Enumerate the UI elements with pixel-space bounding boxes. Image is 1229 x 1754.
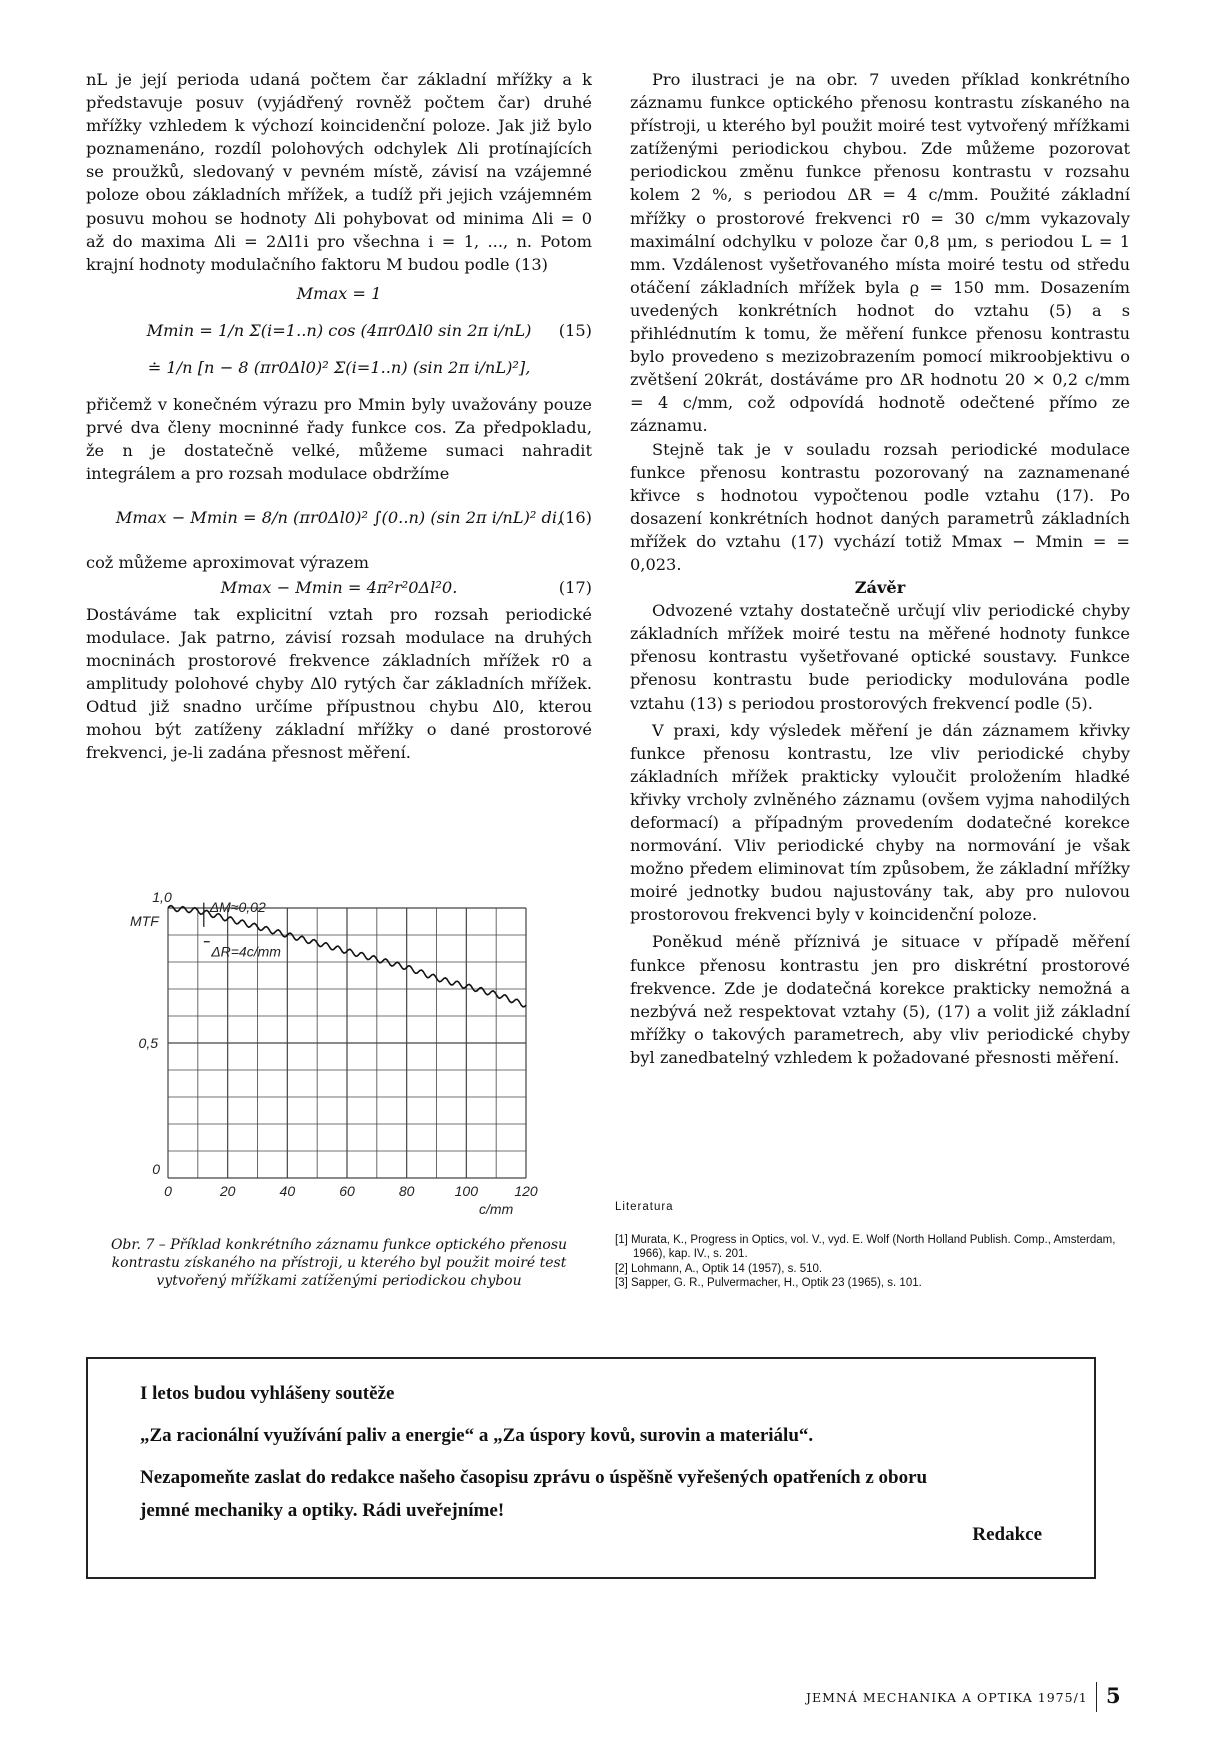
equation-17: [86, 576, 592, 599]
left-paragraph-1: nL je její perioda udaná počtem čar základní mřížky a k představuje posuv (vyjádřený rovněž počtem čar) druhé mřížky vzhledem k výchozí koincidenční poloze. Jak již bylo poznamenáno, rozdíl polohových odchylek Δli protínajících se proužků, sledovaný v pevném místě, závisí na vzájemné poloze obou základních mřížek, a tudíž při jejich vzájemném posuvu mohou se hodnoty Δli pohybovat od minima Δli = 0 až do maxima Δli = 2Δl1i pro všechna i = 1, ..., n. Potom krajní hodnoty modulačního faktoru M budou podle (13): [86, 70, 592, 274]
reference-item: [3] Sapper, G. R., Pulvermacher, H., Optik 23 (1965), s. 101.: [615, 1277, 922, 1289]
equation-15: [86, 319, 592, 342]
y-tick-label: 0: [152, 1161, 160, 1177]
equation-15-number: (15): [558, 320, 592, 340]
equation-17-text: Mmax − Mmin = 4π²r²0Δl²0.: [220, 577, 458, 597]
equation-mmax: [86, 282, 592, 305]
right-paragraph-2: Stejně tak je v souladu rozsah periodické modulace funkce přenosu kontrastu pozorovaný na zaznamenané křivce s hodnotou vypočtenou podle vztahu (17). Po dosazení konkrétních hodnot daných parametrů základních mřížek do vztahu (17) vychází totiž Mmax − Mmin = = 0,023.: [630, 439, 1130, 574]
notice-signature: Redakce: [972, 1524, 1042, 1545]
notice-line-4: jemné mechaniky a optiky. Rádi uveřejníme!: [140, 1500, 505, 1521]
x-tick-label: 40: [279, 1183, 296, 1199]
right-paragraph-1: Pro ilustraci je na obr. 7 uveden příklad konkrétního záznamu funkce optického přenosu kontrastu získaného na přístroji, u kterého byl použit moiré test vytvořený mřížkami zatíženými periodickou chybou. Zde můžeme pozorovat periodickou změnu funkce přenosu kontrastu v rozsahu kolem 2 %, s periodou ΔR = 4 c/mm. Použité základní mřížky o prostorové frekvenci r0 = 30 c/mm vykazovaly maximální odchylku v poloze čar 0,8 μm, s periodou L = 1 mm. Vzdálenost vyšetřovaného místa moiré testu od středu otáčení základních mřížek byla ϱ = 150 mm. Dosazením uvedených konkrétních hodnot do vztahu (5) a s přihlédnutím k tomu, že měření funkce přenosu kontrastu bylo provedeno s mezizobrazením pomocí mikroobjektivu o zvětšení 20krát, dostáváme pro ΔR hodnotu 20 × 0,2 c/mm = 4 c/mm, což odpovídá hodnotě odečtené přímo ze záznamu.: [630, 70, 1130, 436]
annotation-delta-r: ΔR=4c/mm: [211, 943, 281, 960]
equation-15-cont: [86, 356, 592, 379]
references-title: Literatura: [615, 1201, 674, 1213]
y-tick-label: 1,0: [152, 889, 172, 905]
x-tick-label: 0: [164, 1183, 172, 1199]
equation-16-number: (16): [558, 507, 592, 527]
equation-mmax-text: Mmax = 1: [296, 283, 382, 303]
equation-15-line1: Mmin = 1/n Σ(i=1..n) cos (4πr0Δl0 sin 2π i/nL): [146, 320, 532, 340]
mtf-chart: [86, 888, 592, 1218]
x-axis-unit: c/mm: [479, 1201, 514, 1217]
reference-item: [2] Lohmann, A., Optik 14 (1957), s. 510.: [615, 1262, 823, 1275]
footer-separator: [1096, 1682, 1097, 1712]
x-tick-label: 20: [219, 1183, 236, 1199]
left-paragraph-3: což můžeme aproximovat výrazem: [86, 552, 369, 572]
figure-7: [86, 888, 592, 1218]
x-tick-label: 60: [339, 1183, 355, 1199]
annotation-delta-m: ΔM≈0,02: [209, 899, 266, 916]
right-column: [630, 68, 1130, 1069]
reference-item: [1] Murata, K., Progress in Optics, vol. V., vyd. E. Wolf (North Holland Publish. Comp., Amsterdam, 1966), kap. IV., s. 201.: [615, 1233, 1116, 1260]
journal-footer: JEMNÁ MECHANIKA A OPTIKA 1975/1: [806, 1690, 1088, 1705]
right-paragraph-3: Odvozené vztahy dostatečně určují vliv periodické chyby základních mřížek moiré testu na měřené hodnoty funkce přenosu kontrastu vyšetřované optické soustavy. Funkce přenosu kontrastu bude periodicky modulována podle vztahu (13) s periodou prostorových frekvencí podle (5).: [630, 601, 1130, 713]
equation-16: [86, 506, 592, 529]
left-paragraph-2: přičemž v konečném výrazu pro Mmin byly uvažovány pouze prvé dva členy mocninné řady funkce cos. Za předpokladu, že n je dostatečně velké, můžeme sumaci nahradit integrálem a pro rozsah modulace obdržíme: [86, 395, 592, 484]
x-tick-label: 80: [398, 1183, 415, 1199]
x-tick-label: 100: [454, 1183, 479, 1199]
notice-line-3: Nezapomeňte zaslat do redakce našeho časopisu zprávu o úspěšně vyřešených opatřeních z oboru: [140, 1467, 928, 1488]
right-paragraph-5: Poněkud méně příznivá je situace v případě měření funkce přenosu kontrastu jen pro diskrétní prostorové frekvence. Zde je dodatečná korekce prakticky nemožná a nezbývá než respektovat vztahy (5), (17) a volit již základní mřížky o takových parametrech, aby vliv periodické chyby byl zanedbatelný vzhledem k požadované přesnosti měření.: [630, 932, 1130, 1067]
page-number: 5: [1106, 1683, 1121, 1708]
equation-15-line2: ≐ 1/n [n − 8 (πr0Δl0)² Σ(i=1..n) (sin 2π i/nL)²],: [147, 358, 531, 378]
section-heading-zaver: Závěr: [854, 578, 906, 598]
notice-box: [86, 1357, 1096, 1579]
equation-16-text: Mmax − Mmin = 8/n (πr0Δl0)² ∫(0..n) (sin 2π i/nL)² di,: [115, 507, 563, 527]
y-tick-label: 0,5: [138, 1035, 158, 1051]
left-paragraph-4: Dostáváme tak explicitní vztah pro rozsah periodické modulace. Jak patrno, závisí rozsah modulace na druhých mocninách prostorové frekvence základních mřížek r0 a amplitudy polohové chyby Δl0 rytých čar základních mřížek. Odtud již snadno určíme přípustnou chybu Δl0, kterou mohou být zatíženy základní mřížky o dané prostorové frekvenci, je-li zadána přesnost měření.: [86, 604, 592, 763]
notice-line-2: „Za racionální využívání paliv a energie“ a „Za úspory kovů, surovin a materiálu“.: [140, 1425, 814, 1446]
left-column: [86, 68, 592, 764]
figure-caption: Obr. 7 – Příklad konkrétního záznamu funkce optického přenosu kontrastu získaného na přístroji, u kterého byl použit moiré test vytvořený mřížkami zatíženými periodickou chybou: [110, 1237, 568, 1289]
equation-17-number: (17): [558, 577, 592, 597]
x-tick-label: 120: [514, 1183, 538, 1199]
chart-axis-labels: [130, 889, 538, 1217]
references: [615, 1200, 1135, 1291]
y-axis-label: MTF: [130, 913, 159, 929]
notice-line-1: I letos budou vyhlášeny soutěže: [140, 1383, 395, 1404]
right-paragraph-4: V praxi, kdy výsledek měření je dán záznamem křivky funkce přenosu kontrastu, lze vliv periodické chyby základních mřížek prakticky vyloučit proložením hladké křivky vrcholy zvlněného záznamu (ovšem vyjma nahodilých deformací) a případným provedením dodatečné korekce normování. Vliv periodické chyby na normování je však možno předem eliminovat tím způsobem, že základní mřížky moiré jednotky budou najustovány tak, aby pro nulovou prostorovou frekvenci byly v koincidenční poloze.: [630, 720, 1130, 925]
